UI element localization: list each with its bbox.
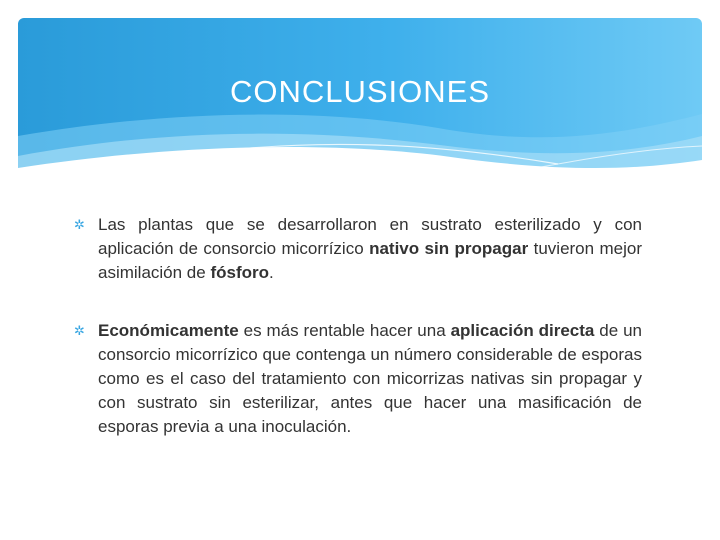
title-banner [18,18,702,198]
bullet-item [74,213,642,285]
bullet-item [74,319,642,439]
bullet-list [74,213,642,439]
asterisk-icon: ✲ [74,323,85,338]
bullet-text: Las plantas que se desarrollaron en sustrato esterilizado y con aplicación de consorcio micorrízico nativo sin propagar tuvieron mejor asimilación de fósforo. [98,215,643,282]
slide-title: CONCLUSIONES [229,74,491,109]
asterisk-icon: ✲ [74,217,85,232]
bullet-text: Económicamente es más rentable hacer una aplicación directa de un consorcio micorrízico que contenga un número considerable de esporas como es el caso del tratamiento con micorrizas nativas sin propagar y con sustrato sin esterilizar, antes que hacer una masificación de esporas previa a una inoculación. [98,321,642,436]
